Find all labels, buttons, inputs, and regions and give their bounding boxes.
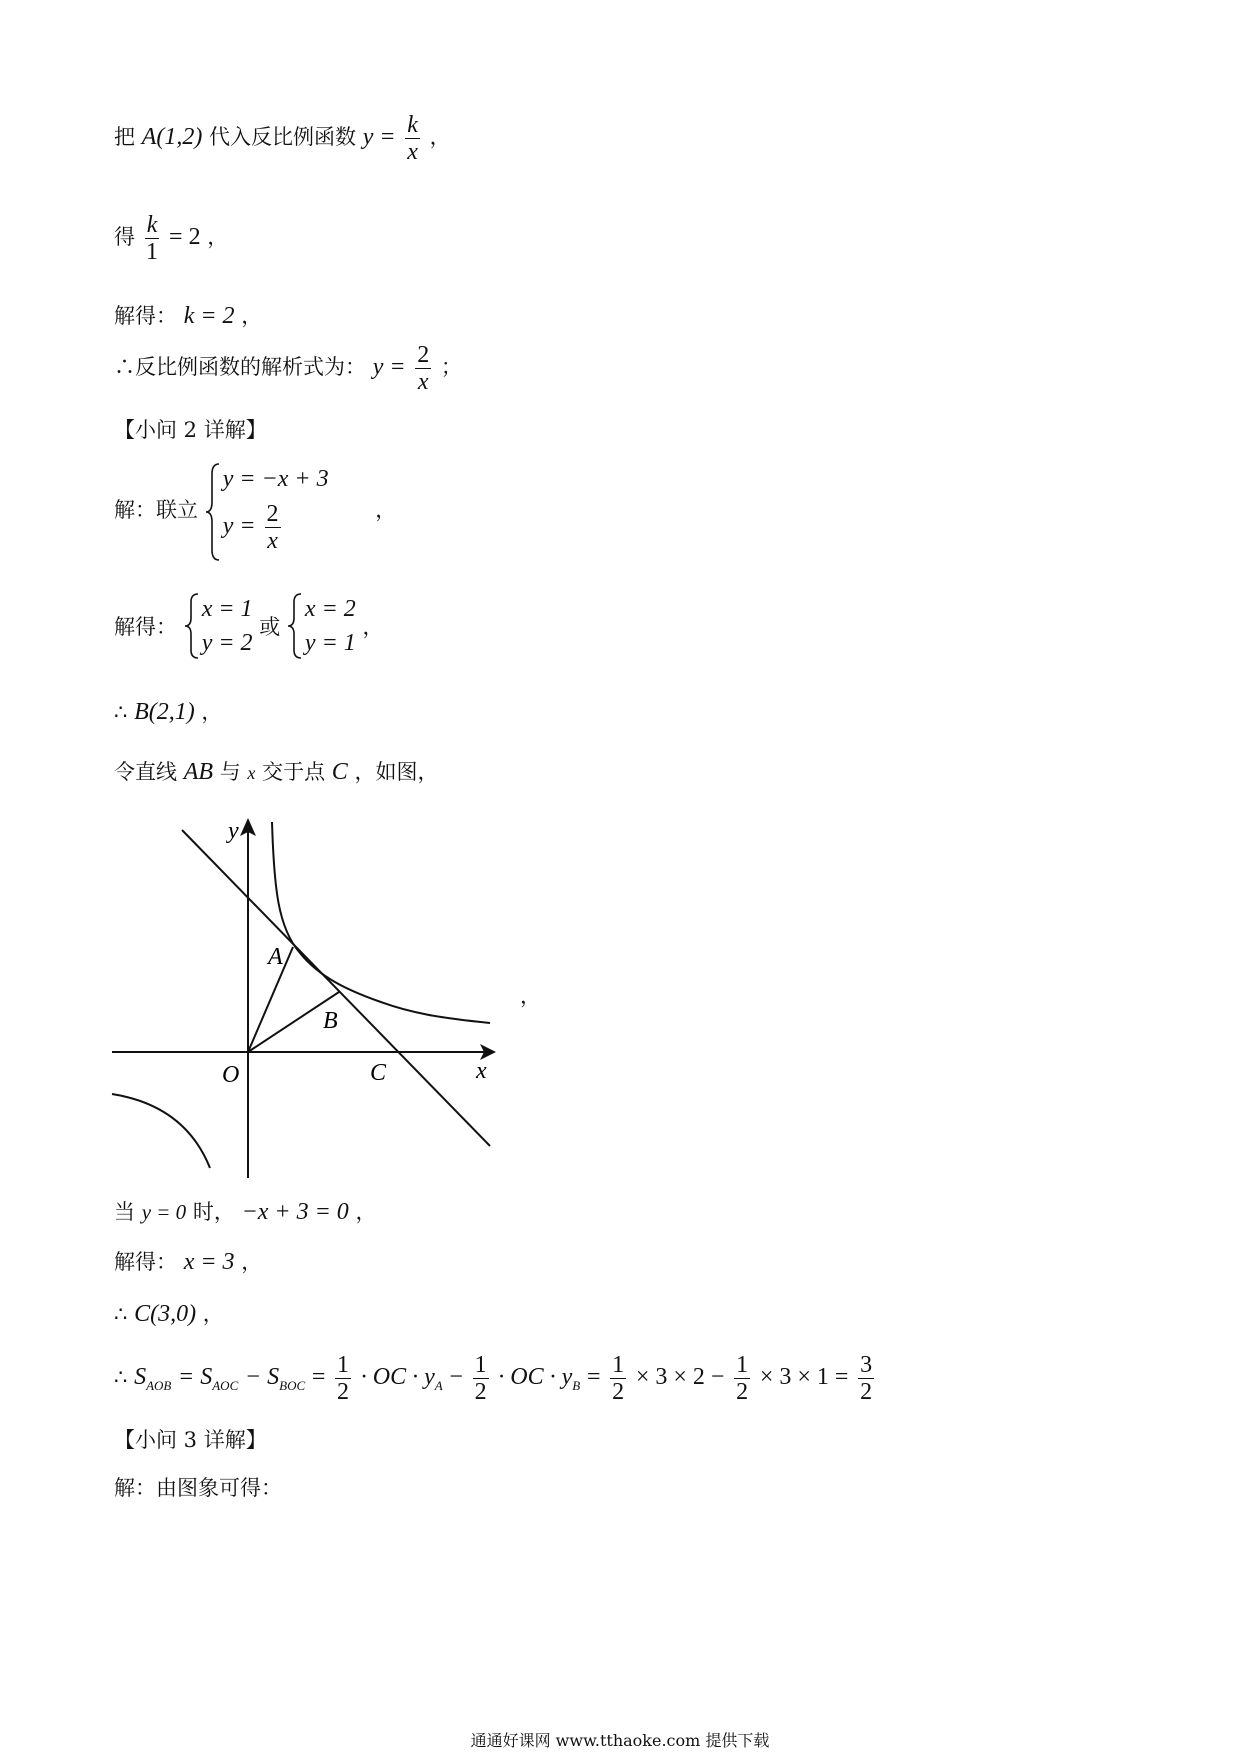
solution-1 (184, 592, 253, 660)
denominator: 1 (146, 239, 159, 265)
math-term: × 3 × 2 − (635, 1364, 725, 1390)
label-a: A (268, 944, 283, 970)
numerator: 1 (736, 1352, 749, 1378)
line-area-computation (114, 1352, 877, 1405)
line-simultaneous-system (114, 462, 396, 556)
denominator: 2 (337, 1379, 350, 1405)
denominator: x (417, 369, 429, 395)
section-heading-3 (114, 1424, 267, 1454)
text: ， (355, 1200, 377, 1224)
line-solutions (114, 592, 383, 660)
line-solve-k (114, 300, 262, 330)
math-s: = S (178, 1364, 213, 1390)
math-term: · OC · y (498, 1364, 573, 1390)
solution-1-y: y = 2 (201, 630, 253, 656)
text: 代入反比例函数 (209, 125, 357, 149)
math-c: C (331, 759, 348, 785)
text: ； (440, 355, 462, 379)
text: 【小问 3 详解】 (114, 1428, 267, 1452)
fraction-2-over-x (415, 342, 431, 395)
text: ， (429, 125, 451, 149)
left-brace-icon (205, 462, 221, 562)
line-solve-x (114, 1246, 262, 1276)
numerator: 1 (612, 1352, 625, 1378)
hyperbola-branch-3 (112, 1094, 210, 1168)
line-from-graph (114, 1472, 282, 1502)
text: 解得： (114, 1250, 177, 1274)
subscript: AOC (212, 1378, 239, 1393)
denominator: 2 (474, 1379, 487, 1405)
line-function-expression (114, 342, 462, 395)
math-s: − S (244, 1364, 280, 1390)
fraction-1-over-2 (335, 1352, 351, 1405)
math-ab: AB (183, 759, 214, 785)
numerator: k (407, 112, 418, 138)
subscript: BOC (279, 1378, 306, 1393)
line-substitute-a (114, 112, 451, 165)
math-k-equals: k = 2 (183, 303, 235, 329)
math-term: × 3 × 1 = (759, 1364, 849, 1390)
text: 【小问 2 详解】 (114, 418, 267, 442)
denominator: 2 (860, 1379, 873, 1405)
fraction-1-over-2 (610, 1352, 626, 1405)
math-x-equals: x = 3 (183, 1249, 235, 1275)
math-point-c: C(3,0) (134, 1301, 197, 1327)
numerator: 1 (474, 1352, 487, 1378)
math-term: · OC · y (360, 1364, 435, 1390)
line-ab (182, 830, 490, 1146)
text: 解得： (114, 615, 177, 639)
text: ， (375, 498, 397, 522)
text: 解：由图象可得： (114, 1476, 282, 1500)
text: ， (201, 700, 223, 724)
math-point-b: B(2,1) (134, 699, 195, 725)
fraction-k-over-x (405, 112, 420, 165)
subscript: A (434, 1378, 443, 1393)
math-minus: − (449, 1364, 463, 1390)
denominator: 2 (612, 1379, 625, 1405)
text: ，如图， (354, 760, 439, 784)
point-a-expr: A(1,2) (141, 124, 203, 150)
denominator: x (407, 139, 418, 165)
label-b: B (323, 1008, 338, 1034)
solution-2 (287, 592, 356, 660)
math-equals: = (311, 1364, 326, 1390)
line-when-y-zero (114, 1196, 377, 1226)
equation-system (205, 462, 329, 556)
page-footer: 通通好课网 www.tthaoke.com 提供下载 (470, 1731, 770, 1750)
fraction-1-over-2 (473, 1352, 489, 1405)
fraction-1-over-2 (734, 1352, 750, 1405)
text: ， (202, 1302, 224, 1326)
text: ∴ (114, 1365, 128, 1389)
math-linear-zero: −x + 3 = 0 (241, 1199, 349, 1225)
fraction-2-over-x (265, 501, 281, 554)
text: ， (362, 615, 384, 639)
text: ， (207, 225, 229, 249)
numerator: k (146, 212, 158, 238)
numerator: 2 (266, 500, 279, 527)
numerator: 3 (860, 1352, 873, 1378)
math-x: x (247, 763, 256, 783)
denominator: 2 (736, 1379, 749, 1405)
section-heading-2 (114, 414, 267, 444)
figure-trailing-comma (520, 980, 541, 1010)
system-row-2 (223, 496, 329, 556)
text: ∴ (114, 700, 128, 724)
text: 或 (259, 615, 281, 639)
denominator: x (267, 527, 278, 554)
math-equals: = (586, 1364, 601, 1390)
solution-1-x: x = 1 (201, 596, 253, 622)
text: ， (241, 1250, 263, 1274)
math-s: S (134, 1364, 147, 1390)
math-y-zero: y = 0 (141, 1200, 187, 1224)
hyperbola-branch-1 (272, 822, 490, 1023)
text: ∴反比例函数的解析式为： (114, 355, 366, 379)
line-intersection-c (114, 756, 438, 786)
left-brace-icon (287, 592, 303, 660)
text: ， (520, 984, 541, 1008)
text: ， (241, 304, 263, 328)
subscript: B (572, 1378, 581, 1393)
text: 当 (114, 1200, 135, 1224)
line-point-b (114, 696, 222, 726)
label-y: y (228, 818, 239, 844)
system-row-1: y = −x + 3 (222, 466, 329, 492)
text: ∴ (114, 1302, 128, 1326)
text: 解得： (114, 304, 177, 328)
coordinate-figure (110, 808, 510, 1180)
text: 令直线 (114, 760, 177, 784)
left-brace-icon (184, 592, 200, 660)
text: 把 (114, 125, 135, 149)
text: 与 (219, 760, 241, 784)
math-eq2: = 2 (169, 224, 201, 250)
math-y-eq: y = (222, 513, 256, 539)
text: 时， (192, 1200, 235, 1224)
line-get-k (114, 212, 228, 265)
fraction-3-over-2 (858, 1352, 874, 1405)
text: 解：联立 (114, 498, 198, 522)
fraction-k-over-1 (145, 212, 160, 265)
math-y-eq: y = (372, 354, 406, 380)
label-o: O (222, 1062, 240, 1088)
numerator: 1 (337, 1352, 350, 1378)
numerator: 2 (417, 342, 430, 368)
text: 交于点 (262, 760, 326, 784)
math-y-eq: y = (362, 124, 396, 150)
label-c: C (370, 1060, 387, 1086)
label-x: x (476, 1058, 487, 1084)
text: 得 (114, 225, 135, 249)
line-point-c (114, 1298, 224, 1328)
subscript: AOB (146, 1378, 172, 1393)
solution-2-y: y = 1 (304, 630, 356, 656)
solution-2-x: x = 2 (304, 596, 356, 622)
